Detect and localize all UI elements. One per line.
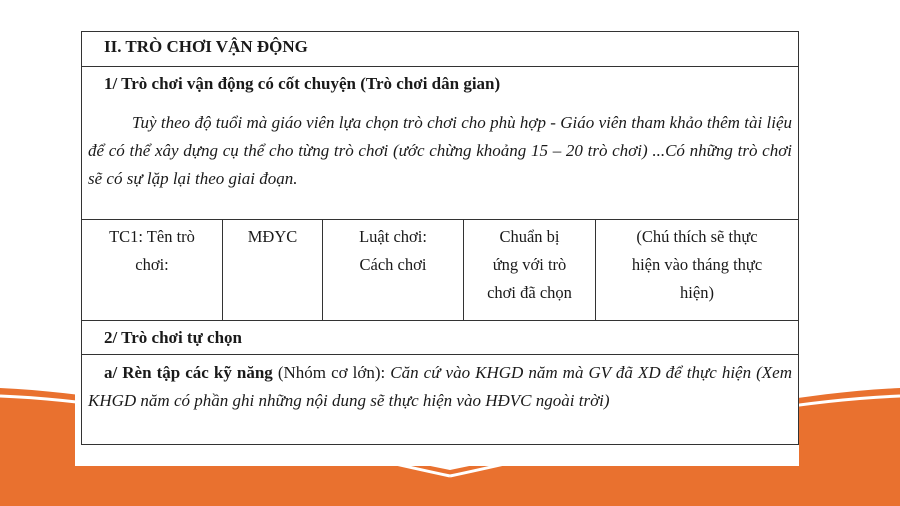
cell-text: Chuẩn bị — [499, 227, 560, 246]
cell-note — [596, 220, 798, 320]
cell-text: chơi đã chọn — [487, 283, 572, 302]
sub1-paragraph: Tuỳ theo độ tuổi mà giáo viên lựa chọn trò chơi cho phù hợp - Giáo viên tham khảo thêm tài liệu để có thể xây dựng cụ thể cho từng trò chơi (ước chừng khoảng 15 – 20 trò chơi) ...Có những trò chơi sẽ có sự lặp lại theo giai đoạn. — [88, 113, 792, 188]
cell-rules — [323, 220, 464, 320]
cell-requirements — [223, 220, 323, 320]
document-table — [81, 31, 799, 445]
cell-text: MĐYC — [247, 227, 298, 246]
section-row — [82, 32, 798, 67]
cell-text: ứng với trò — [492, 255, 567, 274]
cell-text: hiện vào tháng thực — [631, 255, 763, 274]
game-table-row — [82, 220, 798, 321]
sub2a-bold: a/ Rèn tập các kỹ năng — [104, 363, 273, 382]
cell-game-name — [82, 220, 223, 320]
cell-text: (Chú thích sẽ thực — [636, 227, 758, 246]
cell-preparation — [464, 220, 596, 320]
cell-text: chơi: — [135, 255, 169, 274]
sub1-row — [82, 67, 798, 220]
section-title: II. TRÒ CHƠI VẬN ĐỘNG — [104, 37, 308, 56]
sub2a-italic: Căn cứ vào KHGD năm mà GV đã XD để thực hiện (Xem KHGD năm có phần ghi những nội dung sẽ thực hiện vào HĐVC ngoài trời) — [88, 363, 793, 410]
cell-text: TC1: Tên trò — [109, 227, 195, 246]
cell-text: hiện) — [680, 283, 714, 302]
sub2a-row — [82, 355, 798, 444]
sub2a-normal: (Nhóm cơ lớn): — [272, 363, 391, 382]
sub1-title: 1/ Trò chơi vận động có cốt chuyện (Trò chơi dân gian) — [104, 74, 501, 93]
cell-text: Cách chơi — [359, 255, 427, 274]
sub2-row — [82, 321, 798, 355]
sub2-title: 2/ Trò chơi tự chọn — [104, 328, 242, 347]
cell-text: Luật chơi: — [359, 227, 427, 246]
sub2a-paragraph — [88, 359, 792, 415]
